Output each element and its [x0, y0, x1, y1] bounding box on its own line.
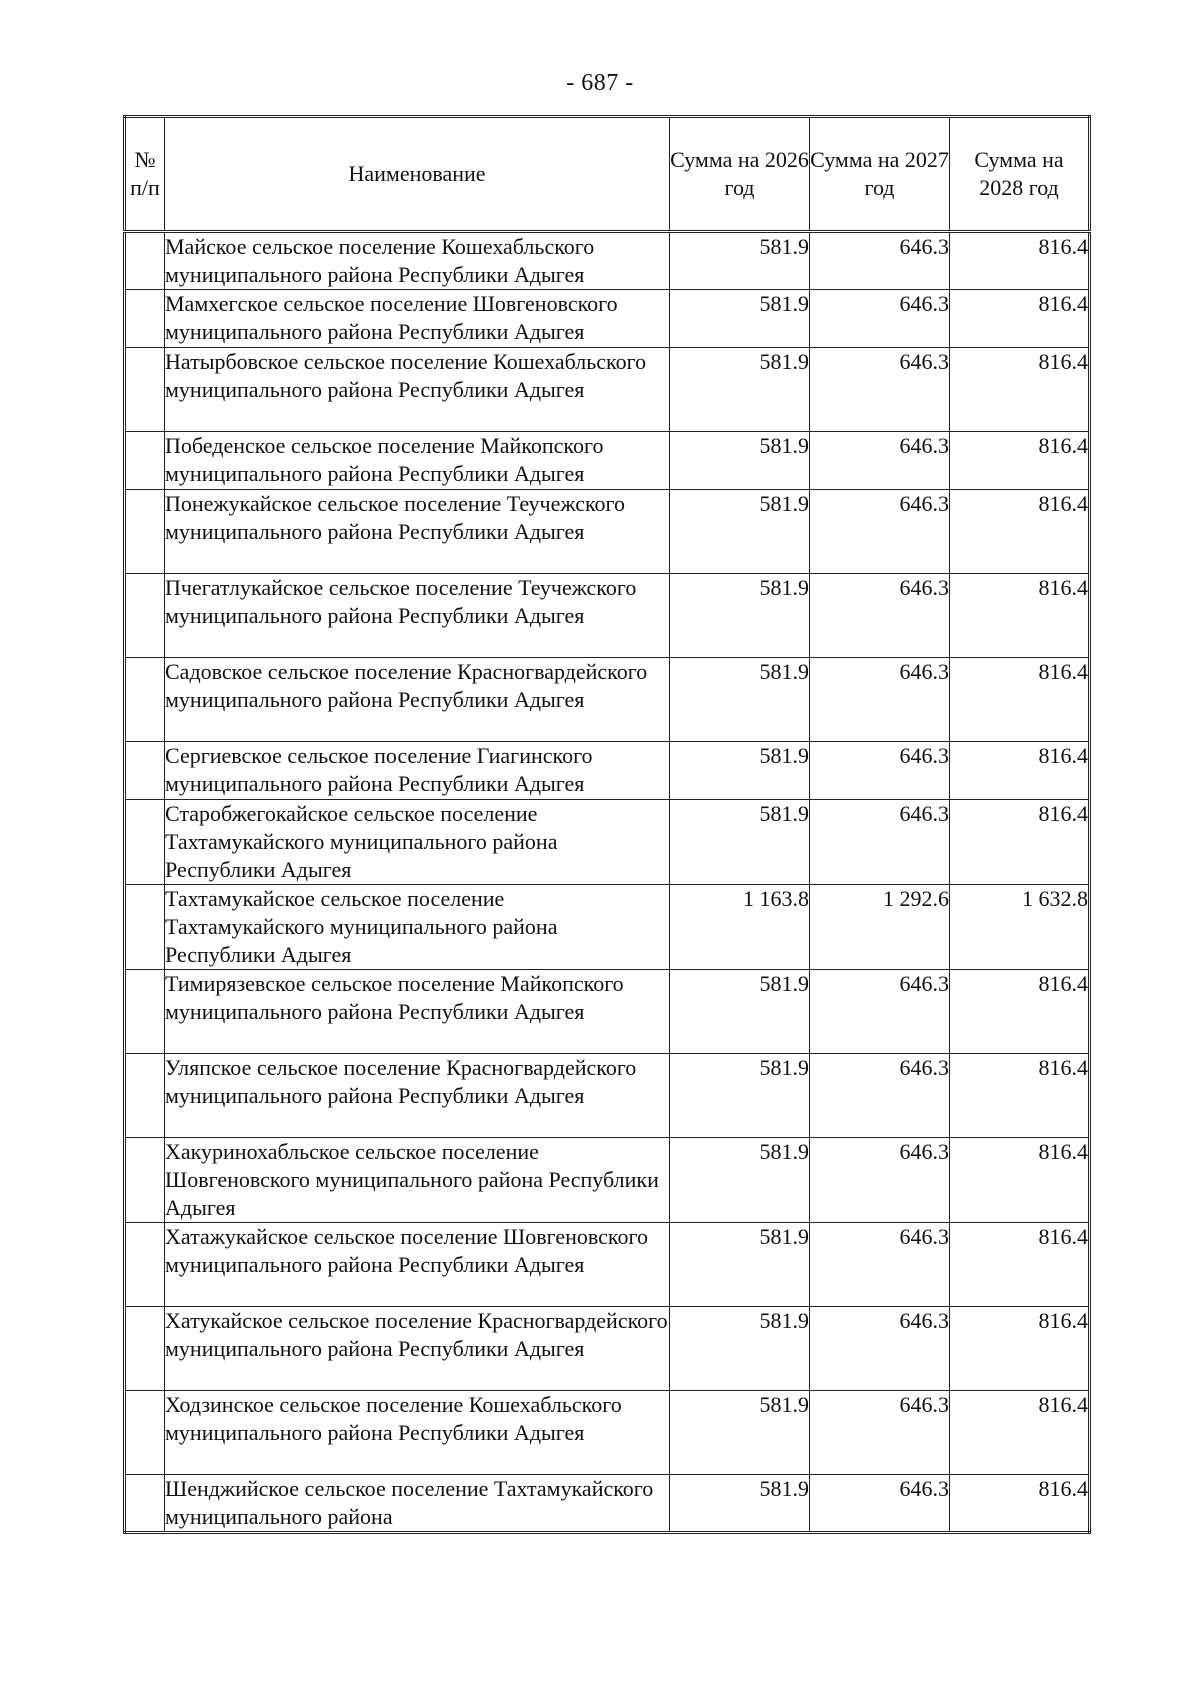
sum-2028-cell: 816.4	[950, 348, 1090, 432]
settlement-name-cell: Старобжегокайское сельское поселение Тахтамукайского муниципального района Республики Адыгея	[165, 800, 670, 885]
sum-2028-cell: 816.4	[950, 1391, 1090, 1475]
sum-2026-cell: 581.9	[670, 742, 810, 800]
sum-2027-cell: 646.3	[810, 1223, 950, 1307]
settlement-name-cell: Хатажукайское сельское поселение Шовгеновского муниципального района Республики Адыгея	[165, 1223, 670, 1307]
sum-2028-cell: 1 632.8	[950, 885, 1090, 970]
header-sum-2026: Сумма на 2026 год	[670, 117, 810, 232]
header-number: № п/п	[125, 117, 165, 232]
settlement-name-cell: Хатукайское сельское поселение Красногвардейского муниципального района Республики Адыгея	[165, 1307, 670, 1391]
sum-2026-cell: 581.9	[670, 800, 810, 885]
sum-2028-cell: 816.4	[950, 1054, 1090, 1138]
sum-2028-cell: 816.4	[950, 232, 1090, 290]
row-number-cell	[125, 800, 165, 885]
sum-2026-cell: 581.9	[670, 658, 810, 742]
sum-2027-cell: 646.3	[810, 490, 950, 574]
row-number-cell	[125, 490, 165, 574]
table-row	[125, 1138, 1090, 1223]
sum-2027-cell: 1 292.6	[810, 885, 950, 970]
table-row	[125, 290, 1090, 348]
settlement-name-cell: Шенджийское сельское поселение Тахтамукайского муниципального района	[165, 1475, 670, 1533]
sum-2028-cell: 816.4	[950, 1475, 1090, 1533]
table-row	[125, 1054, 1090, 1138]
sum-2027-cell: 646.3	[810, 1391, 950, 1475]
sum-2026-cell: 581.9	[670, 970, 810, 1054]
sum-2026-cell: 581.9	[670, 348, 810, 432]
row-number-cell	[125, 1138, 165, 1223]
header-name: Наименование	[165, 117, 670, 232]
sum-2026-cell: 581.9	[670, 1138, 810, 1223]
sum-2026-cell: 581.9	[670, 1391, 810, 1475]
row-number-cell	[125, 1475, 165, 1533]
table-header-row	[125, 117, 1090, 232]
sum-2026-cell: 581.9	[670, 490, 810, 574]
header-sum-2027: Сумма на 2027 год	[810, 117, 950, 232]
row-number-cell	[125, 658, 165, 742]
sum-2026-cell: 1 163.8	[670, 885, 810, 970]
table-row	[125, 348, 1090, 432]
sum-2027-cell: 646.3	[810, 1054, 950, 1138]
table-row	[125, 970, 1090, 1054]
sum-2026-cell: 581.9	[670, 1054, 810, 1138]
sum-2026-cell: 581.9	[670, 432, 810, 490]
sum-2028-cell: 816.4	[950, 658, 1090, 742]
sum-2028-cell: 816.4	[950, 574, 1090, 658]
sum-2027-cell: 646.3	[810, 432, 950, 490]
row-number-cell	[125, 232, 165, 290]
sum-2028-cell: 816.4	[950, 742, 1090, 800]
sum-2027-cell: 646.3	[810, 742, 950, 800]
row-number-cell	[125, 290, 165, 348]
table-row	[125, 232, 1090, 290]
settlement-name-cell: Победенское сельское поселение Майкопского муниципального района Республики Адыгея	[165, 432, 670, 490]
table-row	[125, 490, 1090, 574]
sum-2028-cell: 816.4	[950, 1223, 1090, 1307]
settlement-name-cell: Понежукайское сельское поселение Теучежского муниципального района Республики Адыгея	[165, 490, 670, 574]
sum-2027-cell: 646.3	[810, 348, 950, 432]
settlement-name-cell: Уляпское сельское поселение Красногвардейского муниципального района Республики Адыгея	[165, 1054, 670, 1138]
settlement-name-cell: Пчегатлукайское сельское поселение Теучежского муниципального района Республики Адыгея	[165, 574, 670, 658]
page-number: - 687 -	[566, 70, 634, 96]
row-number-cell	[125, 742, 165, 800]
row-number-cell	[125, 432, 165, 490]
header-sum-2028: Сумма на 2028 год	[950, 117, 1090, 232]
row-number-cell	[125, 885, 165, 970]
sum-2026-cell: 581.9	[670, 1223, 810, 1307]
table-row	[125, 885, 1090, 970]
sum-2027-cell: 646.3	[810, 800, 950, 885]
table-row	[125, 800, 1090, 885]
row-number-cell	[125, 348, 165, 432]
sum-2028-cell: 816.4	[950, 1138, 1090, 1223]
sum-2028-cell: 816.4	[950, 970, 1090, 1054]
sum-2026-cell: 581.9	[670, 1307, 810, 1391]
sum-2026-cell: 581.9	[670, 290, 810, 348]
sum-2028-cell: 816.4	[950, 290, 1090, 348]
table-row	[125, 432, 1090, 490]
row-number-cell	[125, 574, 165, 658]
table-row	[125, 1475, 1090, 1533]
table-row	[125, 1391, 1090, 1475]
settlement-name-cell: Сергиевское сельское поселение Гиагинского муниципального района Республики Адыгея	[165, 742, 670, 800]
sum-2027-cell: 646.3	[810, 290, 950, 348]
row-number-cell	[125, 1307, 165, 1391]
settlement-name-cell: Мамхегское сельское поселение Шовгеновского муниципального района Республики Адыгея	[165, 290, 670, 348]
settlement-name-cell: Ходзинское сельское поселение Кошехабльского муниципального района Республики Адыгея	[165, 1391, 670, 1475]
settlement-name-cell: Тимирязевское сельское поселение Майкопского муниципального района Республики Адыгея	[165, 970, 670, 1054]
sum-2027-cell: 646.3	[810, 658, 950, 742]
sum-2028-cell: 816.4	[950, 800, 1090, 885]
settlement-name-cell: Натырбовское сельское поселение Кошехабльского муниципального района Республики Адыгея	[165, 348, 670, 432]
sum-2027-cell: 646.3	[810, 1475, 950, 1533]
settlement-name-cell: Садовское сельское поселение Красногвардейского муниципального района Республики Адыгея	[165, 658, 670, 742]
sum-2028-cell: 816.4	[950, 1307, 1090, 1391]
sum-2027-cell: 646.3	[810, 1307, 950, 1391]
sum-2027-cell: 646.3	[810, 574, 950, 658]
row-number-cell	[125, 1391, 165, 1475]
sum-2026-cell: 581.9	[670, 1475, 810, 1533]
sum-2028-cell: 816.4	[950, 490, 1090, 574]
row-number-cell	[125, 970, 165, 1054]
sum-2027-cell: 646.3	[810, 232, 950, 290]
table-row	[125, 574, 1090, 658]
budget-table	[123, 115, 1091, 1534]
row-number-cell	[125, 1223, 165, 1307]
sum-2027-cell: 646.3	[810, 970, 950, 1054]
sum-2026-cell: 581.9	[670, 574, 810, 658]
table-row	[125, 742, 1090, 800]
sum-2026-cell: 581.9	[670, 232, 810, 290]
table-row	[125, 1223, 1090, 1307]
settlement-name-cell: Хакуринохабльское сельское поселение Шовгеновского муниципального района Республики Адыгея	[165, 1138, 670, 1223]
table-row	[125, 1307, 1090, 1391]
sum-2028-cell: 816.4	[950, 432, 1090, 490]
settlement-name-cell: Майское сельское поселение Кошехабльского муниципального района Республики Адыгея	[165, 232, 670, 290]
settlement-name-cell: Тахтамукайское сельское поселение Тахтамукайского муниципального района Республики Адыгея	[165, 885, 670, 970]
row-number-cell	[125, 1054, 165, 1138]
sum-2027-cell: 646.3	[810, 1138, 950, 1223]
table-row	[125, 658, 1090, 742]
